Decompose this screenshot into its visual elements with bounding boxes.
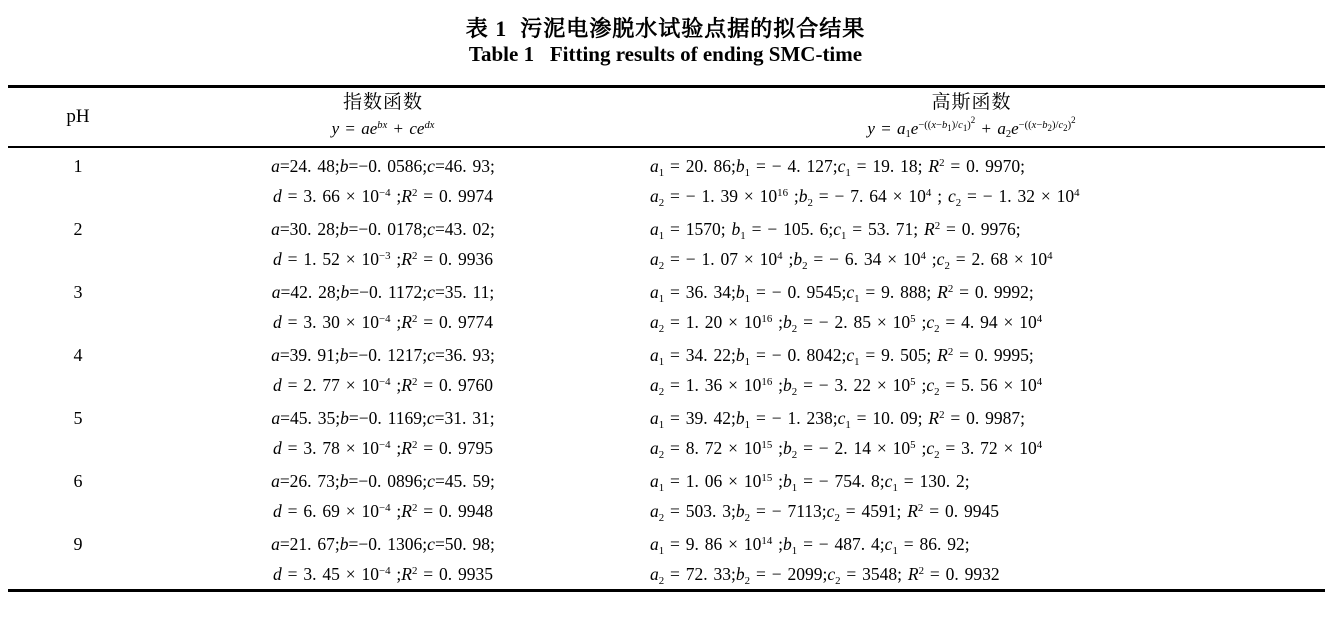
ph-value: 3 [73,282,83,302]
gaussian-param-line: $a_2 = 1$. $20 \times 10^{16}$ $;b_2$ = − 2. $85 \times 10^5$ $;c_2 = 4$. $94 \times 10^4$ [650,312,1043,335]
exponential-param-line: d = 1. $52 \times 10^{-3}$ $;R^2 = 0$. 9936 [272,249,494,269]
table-row [8,147,1325,211]
exponential-param-line: d = 2. $77 \times 10^{-4}$ $;R^2 = 0$. 9760 [272,375,494,395]
exponential-function-formula: $y = ae^{bx} + ce^{dx}$ [331,119,435,138]
gaussian-param-line: $a_1 = 36$. $34;b_1$ = − 0. $9545;c_1 = 9$. 888; $R^2 = 0$. 9992; [650,282,1034,305]
table-row [8,463,1325,526]
gaussian-cell [618,147,1325,211]
gaussian-param-line: $a_2 = 72$. $33;b_2$ = − $2099;c_2 = 3548$; $R^2 = 0$. 9932 [650,564,1000,587]
gaussian-function-formula: $y = a_1e^{-((x-b_1)/c_1)^2} + a_2e^{-((x-b_2)/c_2)^2}$ [867,115,1076,141]
exponential-param-line: d = 3. $66 \times 10^{-4}$ $;R^2 = 0$. 9974 [272,186,494,206]
gaussian-function-label: 高斯函数 [931,92,1012,113]
header-gaussian [618,87,1325,148]
gaussian-param-line: $a_2 = 1$. $36 \times 10^{16}$ $;b_2$ = − 3. $22 \times 10^5$ $;c_2 = 5$. $56 \times 10^4$ [650,375,1043,398]
exponential-param-line: a=30. 28;b=−0. 0178;c=43. 02; [271,219,495,239]
gaussian-cell [618,337,1325,400]
exponential-param-line: d = 6. $69 \times 10^{-4}$ $;R^2 = 0$. 9948 [272,501,494,521]
table-title-chinese: 表 1 污泥电渗脱水试验点据的拟合结果 [465,16,866,41]
exponential-param-line: d = 3. $30 \times 10^{-4}$ $;R^2 = 0$. 9774 [272,312,494,332]
table-title-english: Table 1 Fitting results of ending SMC-time [468,42,863,66]
table-body [8,147,1325,591]
fitting-results-table [8,85,1325,592]
gaussian-param-line: $a_2 = 503$. $3;b_2$ = − $7113;c_2 = 4591$; $R^2 = 0$. 9945 [650,501,999,524]
ph-value: 4 [73,345,83,365]
table-row [8,211,1325,274]
gaussian-cell [618,463,1325,526]
exponential-cell [148,526,618,591]
gaussian-cell [618,400,1325,463]
gaussian-cell [618,274,1325,337]
exponential-param-line: d = 3. $78 \times 10^{-4}$ $;R^2 = 0$. 9795 [272,438,494,458]
exponential-param-line: a=21. 67;b=−0. 1306;c=50. 98; [271,534,495,554]
ph-value: 2 [73,219,83,239]
ph-value: 6 [73,471,83,491]
exponential-param-line: a=42. 28;b=−0. 1172;c=35. 11; [271,282,495,302]
table-row [8,400,1325,463]
gaussian-cell [618,211,1325,274]
exponential-cell [148,147,618,211]
exponential-param-line: a=39. 91;b=−0. 1217;c=36. 93; [271,345,495,365]
gaussian-param-line: $a_1 = 34$. $22;b_1$ = − 0. $8042;c_1 = 9$. 505; $R^2 = 0$. 9995; [650,345,1034,368]
exponential-param-line: a=24. 48;b=−0. 0586;c=46. 93; [271,156,495,176]
table-row [8,337,1325,400]
exponential-cell [148,463,618,526]
exponential-param-line: a=45. 35;b=−0. 1169;c=31. 31; [271,408,495,428]
gaussian-param-line: $a_1 = 1$. $06 \times 10^{15}$ $;b_1$ = − 754. $8;c_1 = 130$. 2; [650,471,970,494]
table-row [8,274,1325,337]
header-row [8,87,1325,148]
exponential-param-line: d = 3. $45 \times 10^{-4}$ $;R^2 = 0$. 9935 [272,564,494,584]
ph-value: 5 [73,408,83,428]
gaussian-param-line: $a_1 = 1570$; $b_1$ = − 105. $6;c_1 = 53$. 71; $R^2 = 0$. 9976; [650,219,1021,242]
table-row [8,526,1325,591]
exponential-param-line: a=26. 73;b=−0. 0896;c=45. 59; [271,471,495,491]
exponential-function-label: 指数函数 [342,92,423,113]
gaussian-param-line: $a_2$ = − 1. $39 \times 10^{16}$ $;b_2$ = − 7. $64 \times 10^4$ ; $c_2$ = − 1. $32 \times 10^4$ [650,186,1080,209]
exponential-cell [148,400,618,463]
ph-value: 9 [73,534,83,554]
gaussian-param-line: $a_2 = 8$. $72 \times 10^{15}$ $;b_2$ = − 2. $14 \times 10^5$ $;c_2 = 3$. $72 \times 10^4$ [650,438,1043,461]
table-header [8,87,1325,148]
exponential-cell [148,274,618,337]
header-ph: pH [66,106,90,127]
gaussian-param-line: $a_2$ = − 1. $07 \times 10^4$ $;b_2$ = − 6. $34 \times 10^4$ $;c_2 = 2$. $68 \times 10^4$ [650,249,1053,272]
exponential-cell [148,337,618,400]
gaussian-param-line: $a_1 = 39$. $42;b_1$ = − 1. $238;c_1 = 10$. 09; $R^2 = 0$. 9987; [650,408,1025,431]
gaussian-cell [618,526,1325,591]
ph-value: 1 [73,156,83,176]
exponential-cell [148,211,618,274]
header-exponential [148,87,618,148]
gaussian-param-line: $a_1 = 20$. $86;b_1$ = − 4. $127;c_1 = 19$. 18; $R^2 = 0$. 9970; [650,156,1025,179]
gaussian-param-line: $a_1 = 9$. $86 \times 10^{14}$ $;b_1$ = − 487. $4;c_1 = 86$. 92; [650,534,970,557]
